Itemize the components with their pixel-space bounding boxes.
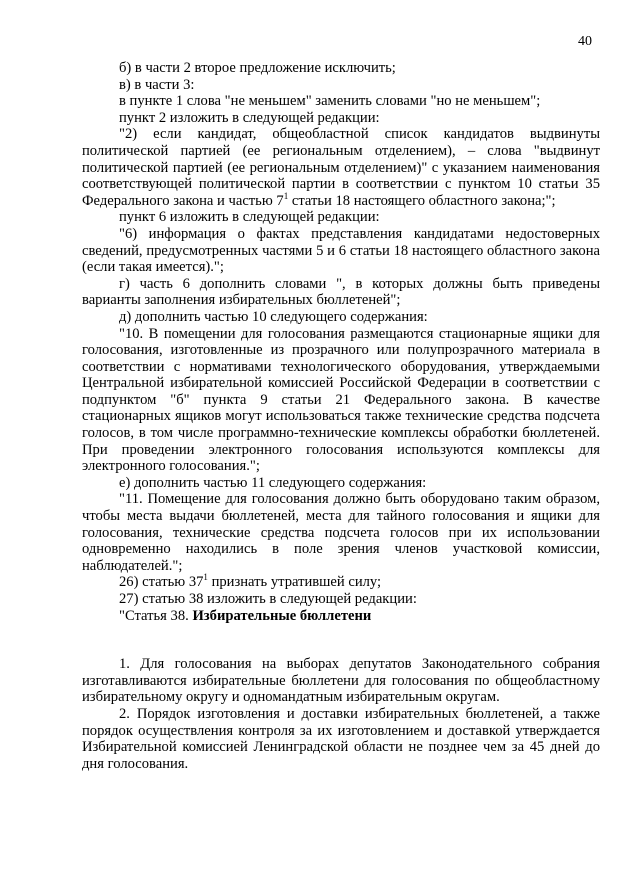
paragraph: "11. Помещение для голосования должно быть оборудовано таким образом, чтобы места выдачи бюллетеней, места для тайного голосования и ящики для голосования, технические средства подсчета голосов при их использовании одновременно находились в поле зрения членов участковой комиссии, наблюдателей.";: [82, 491, 600, 574]
text-run: статьи 18 настоящего областного закона;";: [288, 192, 556, 209]
text-run: "2) если кандидат, общеобластной список кандидатов выдвинуты политической партией (ее региональным отделением), – слова "выдвинут политической партией (ее региональным отделением)" с указанием наименования соответствующей политической партии в соответствии с пунктом 10 статьи 35 Федерального закона и частью 7: [82, 126, 600, 209]
page-number: 40: [578, 34, 592, 49]
paragraph: 27) статью 38 изложить в следующей редакции:: [119, 591, 417, 607]
paragraph: "10. В помещении для голосования размещаются стационарные ящики для голосования, изготовленные из прозрачного или полупрозрачного материала в соответствии с нормативами технологического оборудования, утверждаемыми Центральной избирательной комиссией Российской Федерации в соответствии с подпунктом "б" пункта 9 статьи 21 Федерального закона. В качестве стационарных ящиков могут использоваться также технические средства подсчета голосов, в том числе программно-технические комплексы обработки бюллетеней. При проведении электронного голосования используются комплексы для электронного голосования.";: [82, 325, 600, 475]
text-run: 26) статью 37: [119, 574, 204, 591]
article-title: Избирательные бюллетени: [192, 607, 372, 624]
paragraph: [82, 126, 600, 209]
article-heading: [82, 608, 600, 625]
paragraph: 1. Для голосования на выборах депутатов Законодательного собрания изготавливаются избирательные бюллетени для голосования по общеобластному избирательному округу и одномандатным избирательным округам.: [82, 656, 600, 706]
paragraph: б) в части 2 второе предложение исключить;: [119, 60, 396, 76]
paragraph: г) часть 6 дополнить словами ", в которых должны быть приведены варианты заполнения избирательных бюллетеней";: [82, 275, 600, 309]
paragraph: в) в части 3:: [119, 76, 195, 93]
paragraph: пункт 6 изложить в следующей редакции:: [119, 209, 380, 226]
article-prefix: "Статья 38.: [119, 607, 193, 624]
superscript: 1: [283, 190, 289, 201]
paragraph: д) дополнить частью 10 следующего содержания:: [119, 308, 428, 325]
paragraph: "6) информация о фактах представления кандидатами недостоверных сведений, предусмотренных частями 5 и 6 статьи 18 настоящего областного закона (если такая имеется).";: [82, 225, 600, 276]
superscript: 1: [203, 572, 208, 583]
paragraph: 2. Порядок изготовления и доставки избирательных бюллетеней, а также порядок осуществления контроля за их изготовлением и доставкой утверждается Избирательной комиссией Ленинградской области не позднее чем за 45 дней до дня голосования.: [82, 705, 600, 772]
text-run: признать утратившей силу;: [207, 574, 382, 591]
paragraph: пункт 2 изложить в следующей редакции:: [119, 109, 380, 126]
paragraph: в пункте 1 слова "не меньшем" заменить словами "но не меньшем";: [119, 93, 541, 110]
paragraph: [82, 574, 600, 591]
spacer: [82, 624, 600, 656]
document-body: [82, 60, 600, 772]
paragraph: е) дополнить частью 11 следующего содержания:: [119, 474, 427, 491]
